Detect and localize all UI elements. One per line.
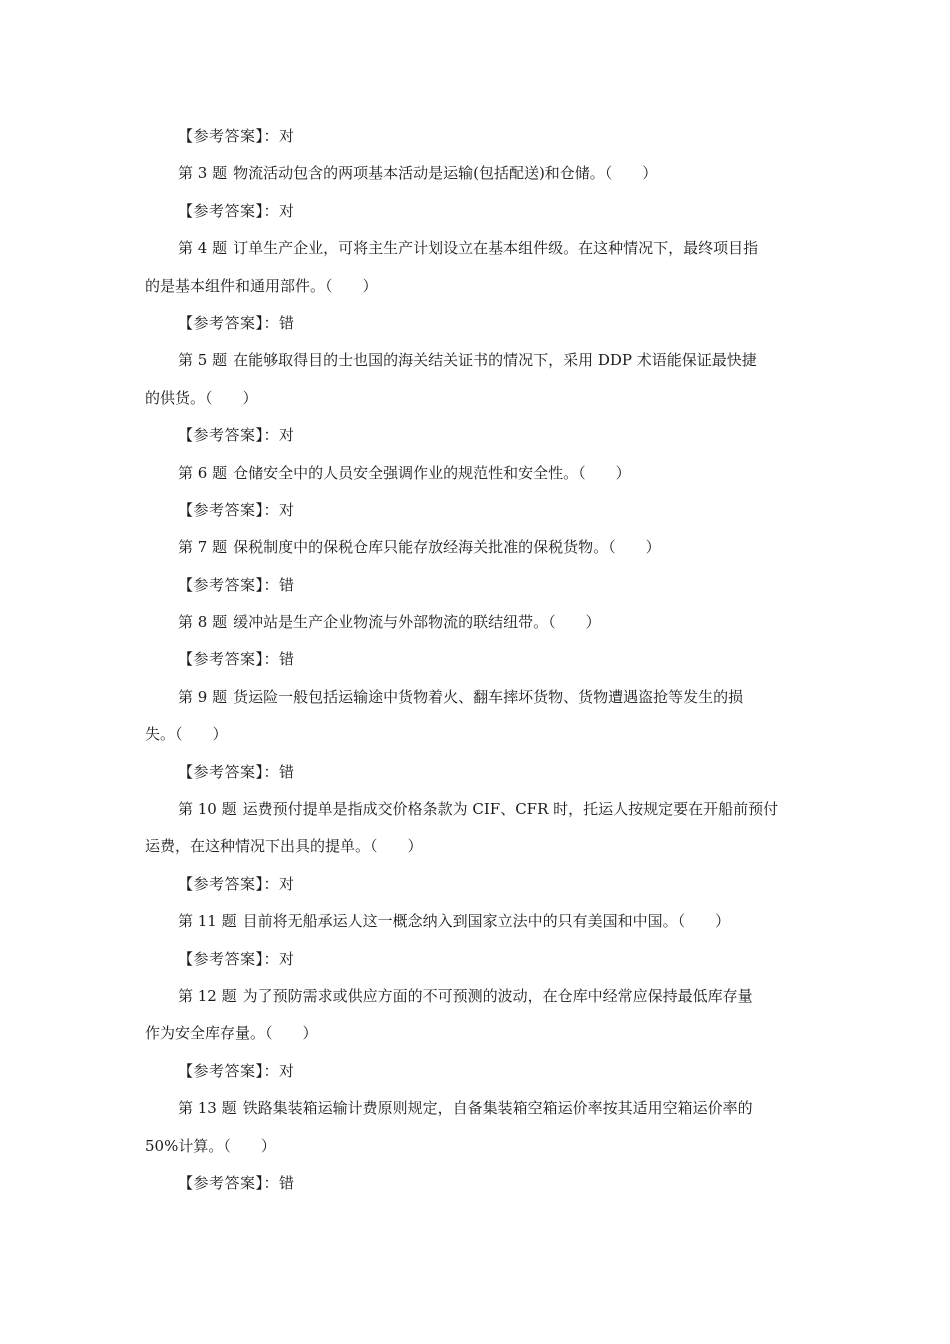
question-text: 缓冲站是生产企业物流与外部物流的联结纽带。（ ）	[233, 613, 601, 632]
answer-value: 对	[279, 1061, 295, 1080]
question-line	[145, 903, 810, 940]
question-number: 第 6 题	[178, 463, 228, 482]
answer-line	[145, 492, 810, 529]
answer-label: 【参考答案】：	[178, 201, 280, 220]
question-line	[145, 791, 810, 828]
question-number: 第 9 题	[178, 687, 228, 706]
question-text: 失。（ ）	[145, 725, 228, 744]
question-text: 运费，在这种情况下出具的提单。（ ）	[145, 837, 423, 856]
answer-label: 【参考答案】：	[178, 127, 280, 145]
question-text: 货运险一般包括运输途中货物着火、翻车摔坏货物、货物遭遇盗抢等发生的损	[233, 687, 744, 706]
answer-value: 对	[279, 500, 295, 519]
question-number: 第 10 题	[178, 800, 237, 819]
question-list	[145, 118, 810, 1202]
answer-line	[145, 1165, 810, 1202]
answer-value: 错	[279, 762, 295, 781]
answer-label: 【参考答案】：	[178, 949, 280, 968]
question-line	[145, 342, 810, 379]
answer-value: 对	[279, 426, 295, 445]
answer-line	[145, 1053, 810, 1090]
question-line	[145, 1090, 810, 1127]
question-text: 铁路集装箱运输计费原则规定，自备集装箱空箱运价率按其适用空箱运价率的	[242, 1099, 753, 1118]
question-text: 订单生产企业，可将主生产计划设立在基本组件级。在这种情况下，最终项目指	[233, 239, 759, 258]
question-continuation-line	[145, 1128, 810, 1165]
question-continuation-line	[145, 380, 810, 417]
question-text: 目前将无船承运人这一概念纳入到国家立法中的只有美国和中国。（ ）	[242, 912, 731, 931]
question-line	[145, 455, 810, 492]
question-text: 的供货。（ ）	[145, 388, 258, 407]
question-continuation-line	[145, 268, 810, 305]
answer-label: 【参考答案】：	[178, 313, 280, 332]
answer-line	[145, 417, 810, 454]
answer-line	[145, 305, 810, 342]
answer-value: 对	[279, 949, 295, 968]
answer-value: 错	[279, 313, 295, 332]
question-number: 第 5 题	[178, 351, 228, 370]
answer-line	[145, 866, 810, 903]
answer-value: 错	[279, 1173, 295, 1192]
question-line	[145, 978, 810, 1015]
answer-value: 对	[279, 874, 295, 893]
answer-value: 错	[279, 575, 295, 594]
answer-line	[145, 118, 810, 155]
question-text: 仓储安全中的人员安全强调作业的规范性和安全性。（ ）	[233, 463, 631, 482]
question-line	[145, 155, 810, 192]
question-number: 第 11 题	[178, 912, 237, 931]
question-number: 第 12 题	[178, 986, 237, 1005]
question-number: 第 7 题	[178, 538, 228, 557]
answer-line	[145, 941, 810, 978]
question-line	[145, 230, 810, 267]
answer-value: 对	[279, 201, 295, 220]
question-line	[145, 604, 810, 641]
question-continuation-line	[145, 716, 810, 753]
answer-value: 对	[279, 127, 295, 145]
answer-label: 【参考答案】：	[178, 426, 280, 445]
question-text: 50%计算。（ ）	[145, 1136, 276, 1155]
answer-label: 【参考答案】：	[178, 762, 280, 781]
answer-label: 【参考答案】：	[178, 500, 280, 519]
answer-line	[145, 567, 810, 604]
answer-line	[145, 641, 810, 678]
question-text: 保税制度中的保税仓库只能存放经海关批准的保税货物。（ ）	[233, 538, 661, 557]
question-continuation-line	[145, 828, 810, 865]
question-text: 物流活动包含的两项基本活动是运输(包括配送)和仓储。（ ）	[233, 164, 658, 183]
answer-label: 【参考答案】：	[178, 575, 280, 594]
answer-label: 【参考答案】：	[178, 1061, 280, 1080]
answer-label: 【参考答案】：	[178, 874, 280, 893]
answer-value: 错	[279, 650, 295, 669]
question-number: 第 13 题	[178, 1099, 237, 1118]
question-number: 第 8 题	[178, 613, 228, 632]
question-line	[145, 679, 810, 716]
question-text: 运费预付提单是指成交价格条款为 CIF、CFR 时，托运人按规定要在开船前预付	[242, 800, 779, 819]
question-number: 第 4 题	[178, 239, 228, 258]
question-text: 为了预防需求或供应方面的不可预测的波动，在仓库中经常应保持最低库存量	[242, 986, 753, 1005]
question-number: 第 3 题	[178, 164, 228, 183]
answer-line	[145, 193, 810, 230]
question-text: 在能够取得目的士也国的海关结关证书的情况下，采用 DDP 术语能保证最快捷	[233, 351, 757, 370]
answer-label: 【参考答案】：	[178, 650, 280, 669]
question-text: 的是基本组件和通用部件。（ ）	[145, 276, 378, 295]
answer-line	[145, 754, 810, 791]
answer-label: 【参考答案】：	[178, 1173, 280, 1192]
question-text: 作为安全库存量。（ ）	[145, 1024, 318, 1043]
question-line	[145, 529, 810, 566]
question-continuation-line	[145, 1015, 810, 1052]
